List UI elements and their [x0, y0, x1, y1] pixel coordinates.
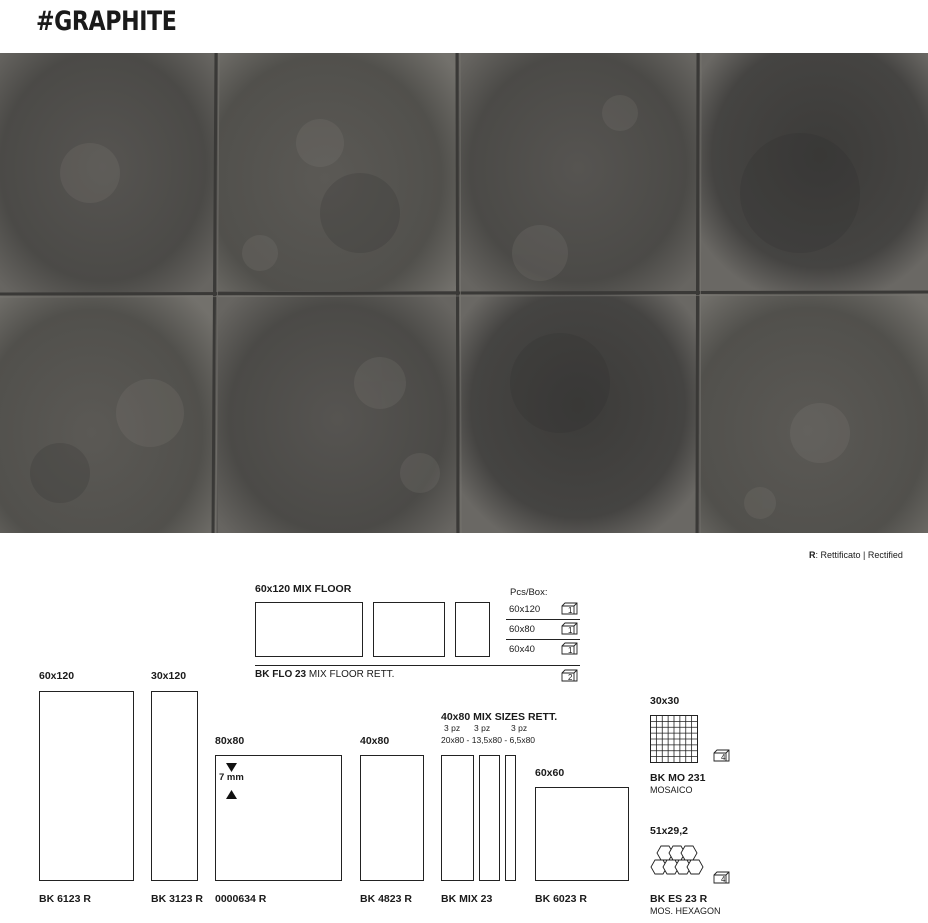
format-30x120-shape — [151, 691, 198, 881]
pcs-box-label: Pcs/Box: — [510, 587, 548, 598]
box-count: 4 — [721, 875, 726, 884]
format-20x80-shape — [441, 755, 474, 881]
pcs-row-size: 60x120 — [509, 604, 541, 615]
legend-text: : Rettificato | Rectified — [815, 550, 903, 560]
format-code: BK 6023 R — [535, 893, 587, 905]
mosaic-code: BK MO 231 — [650, 772, 706, 784]
pcs-row-size: 60x80 — [509, 624, 535, 635]
mosaic-desc: MOSAICO — [650, 785, 693, 795]
format-size-label: 80x80 — [215, 735, 245, 747]
format-code: BK 3123 R — [151, 893, 203, 905]
collection-title: #GRAPHITE — [36, 6, 177, 37]
format-60x60-shape — [535, 787, 629, 881]
mix-floor-60x120-shape — [255, 602, 363, 657]
box-count: 1 — [568, 626, 573, 635]
graphite-tile-photo — [0, 53, 928, 533]
mosaic-size-label: 30x30 — [650, 695, 680, 707]
format-size-label: 60x60 — [535, 767, 565, 779]
format-40x80-shape — [360, 755, 424, 881]
mosaic-code: BK ES 23 R — [650, 893, 708, 905]
pcs-row-size: 60x40 — [509, 644, 535, 655]
pz-label: 3 pz — [511, 723, 528, 733]
format-60x120-shape — [39, 691, 134, 881]
format-code: BK 6123 R — [39, 893, 91, 905]
mix-floor-divider — [255, 665, 580, 666]
legend-r: R — [809, 550, 816, 560]
format-size-label: 40x80 — [360, 735, 390, 747]
mix-floor-60x80-shape — [373, 602, 445, 657]
thickness-arrow-up-icon — [226, 787, 237, 805]
tile-grid-image — [0, 53, 928, 533]
mosaic-desc: MOS. HEXAGON — [650, 906, 721, 916]
thickness-label: 7 mm — [219, 772, 244, 783]
mix-floor-code-line — [255, 669, 394, 680]
format-13x80-shape — [479, 755, 500, 881]
format-size-label: 30x120 — [151, 670, 187, 682]
format-code: 0000634 R — [215, 893, 267, 905]
mosaic-grid-icon — [650, 715, 698, 768]
format-code: BK 4823 R — [360, 893, 412, 905]
mix-floor-header: 60x120 MIX FLOOR — [255, 583, 352, 595]
mosaic-size-label: 51x29,2 — [650, 825, 688, 837]
pz-label: 3 pz — [444, 723, 461, 733]
box-count: 1 — [568, 606, 573, 615]
mix-sizes-dims: 20x80 - 13,5x80 - 6,5x80 — [441, 735, 536, 745]
mix-floor-desc: MIX FLOOR RETT. — [306, 669, 395, 680]
mix-floor-60x40-shape — [455, 602, 490, 657]
box-count: 2 — [568, 673, 573, 682]
box-count: 4 — [721, 753, 726, 762]
hexagon-mosaic-icon — [650, 844, 706, 885]
format-6x80-shape — [505, 755, 516, 881]
format-size-label: 40x80 MIX SIZES RETT. — [441, 711, 558, 723]
rectified-legend — [809, 550, 903, 560]
pz-label: 3 pz — [474, 723, 491, 733]
format-size-label: 60x120 — [39, 670, 75, 682]
box-count: 1 — [568, 646, 573, 655]
mix-floor-code: BK FLO 23 — [255, 669, 307, 680]
format-code: BK MIX 23 — [441, 893, 493, 905]
